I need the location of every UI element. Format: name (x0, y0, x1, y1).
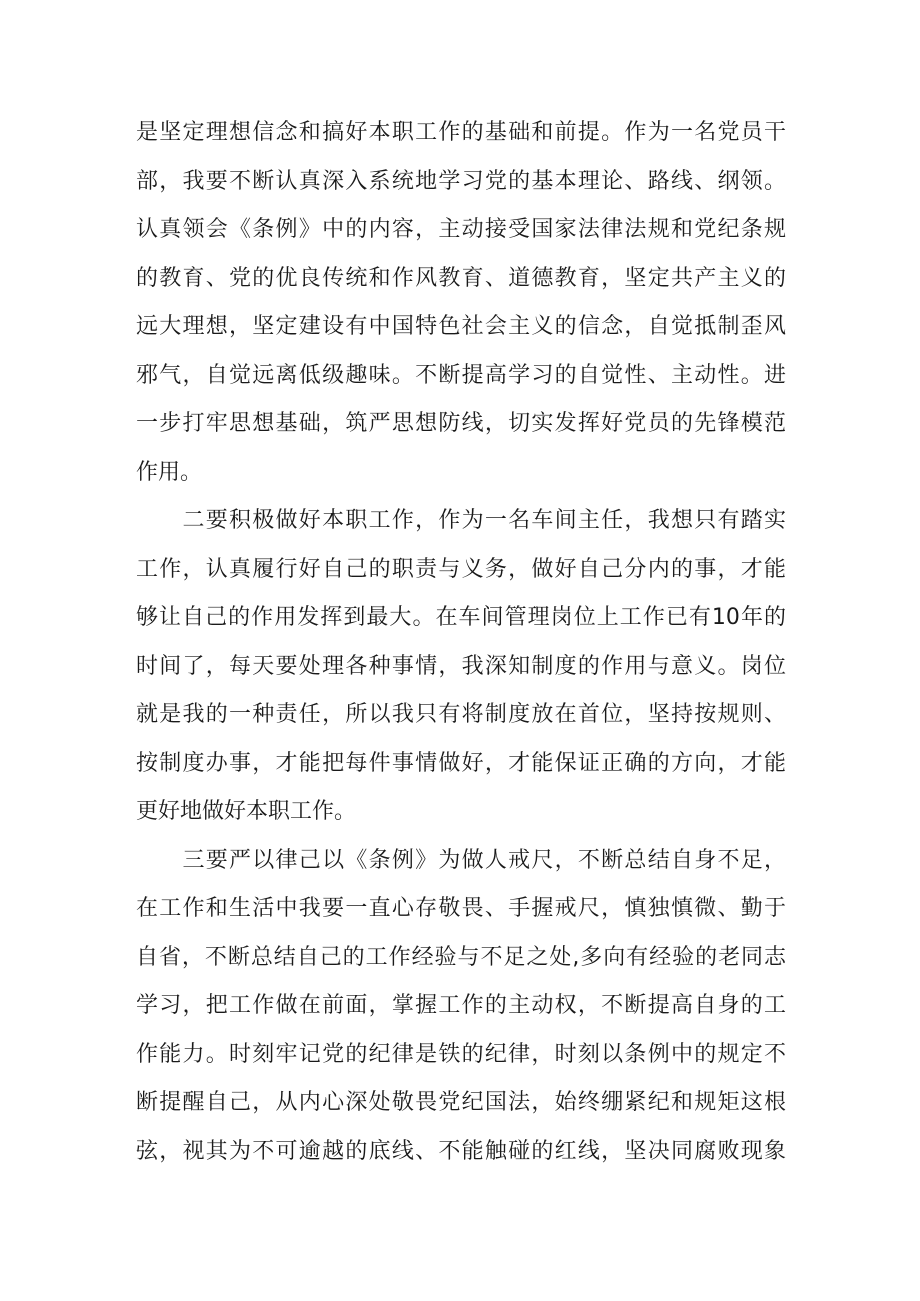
text-line: 断提醒自己，从内心深处敬畏党纪国法，始终绷紧纪和规矩这根 (136, 1090, 786, 1115)
text-line: 弦，视其为不可逾越的底线、不能触碰的红线，坚决同腐败现象 (136, 1138, 786, 1164)
text-line: 工作，认真履行好自己的职责与义务，做好自己分内的事，才能 (136, 556, 786, 582)
text-line: 作用。 (136, 459, 203, 485)
text-line: 二要积极做好本职工作，作为一名车间主任，我想只有踏实 (136, 508, 786, 533)
text-line: 按制度办事，才能把每件事情做好，才能保证正确的方向，才能 (136, 750, 786, 776)
paragraph-1 (136, 109, 786, 497)
text-line: 一步打牢思想基础，筑严思想防线，切实发挥好党员的先锋模范 (136, 411, 786, 436)
document-body (136, 109, 786, 1176)
paragraph-3 (136, 837, 786, 1177)
text-line: 自省，不断总结自己的工作经验与不足之处,多向有经验的老同志 (136, 944, 786, 970)
text-line: 够让自己的作用发挥到最大。在车间管理岗位上工作已有10年的 (136, 605, 786, 630)
text-line: 部，我要不断认真深入系统地学习党的基本理论、路线、纲领。 (136, 168, 786, 194)
text-line: 的教育、党的优良传统和作风教育、道德教育，坚定共产主义的 (136, 265, 786, 291)
paragraph-2 (136, 497, 786, 837)
text-line: 是坚定理想信念和搞好本职工作的基础和前提。作为一名党员干 (136, 120, 786, 145)
text-line: 邪气，自觉远离低级趣味。不断提高学习的自觉性、主动性。进 (136, 362, 786, 388)
text-line: 就是我的一种责任，所以我只有将制度放在首位，坚持按规则、 (136, 702, 786, 727)
text-line: 作能力。时刻牢记党的纪律是铁的纪律，时刻以条例中的规定不 (136, 1041, 786, 1067)
text-line: 时间了，每天要处理各种事情，我深知制度的作用与意义。岗位 (136, 653, 786, 679)
text-line: 在工作和生活中我要一直心存敬畏、手握戒尺，慎独慎微、勤于 (136, 896, 786, 921)
text-line: 认真领会《条例》中的内容，主动接受国家法律法规和党纪条规 (136, 217, 786, 242)
text-line: 学习，把工作做在前面，掌握工作的主动权，不断提高自身的工 (136, 993, 786, 1018)
text-line: 三要严以律己以《条例》为做人戒尺，不断总结自身不足， (136, 847, 786, 873)
text-line: 远大理想，坚定建设有中国特色社会主义的信念，自觉抵制歪风 (136, 314, 786, 339)
text-line: 更好地做好本职工作。 (136, 799, 357, 824)
